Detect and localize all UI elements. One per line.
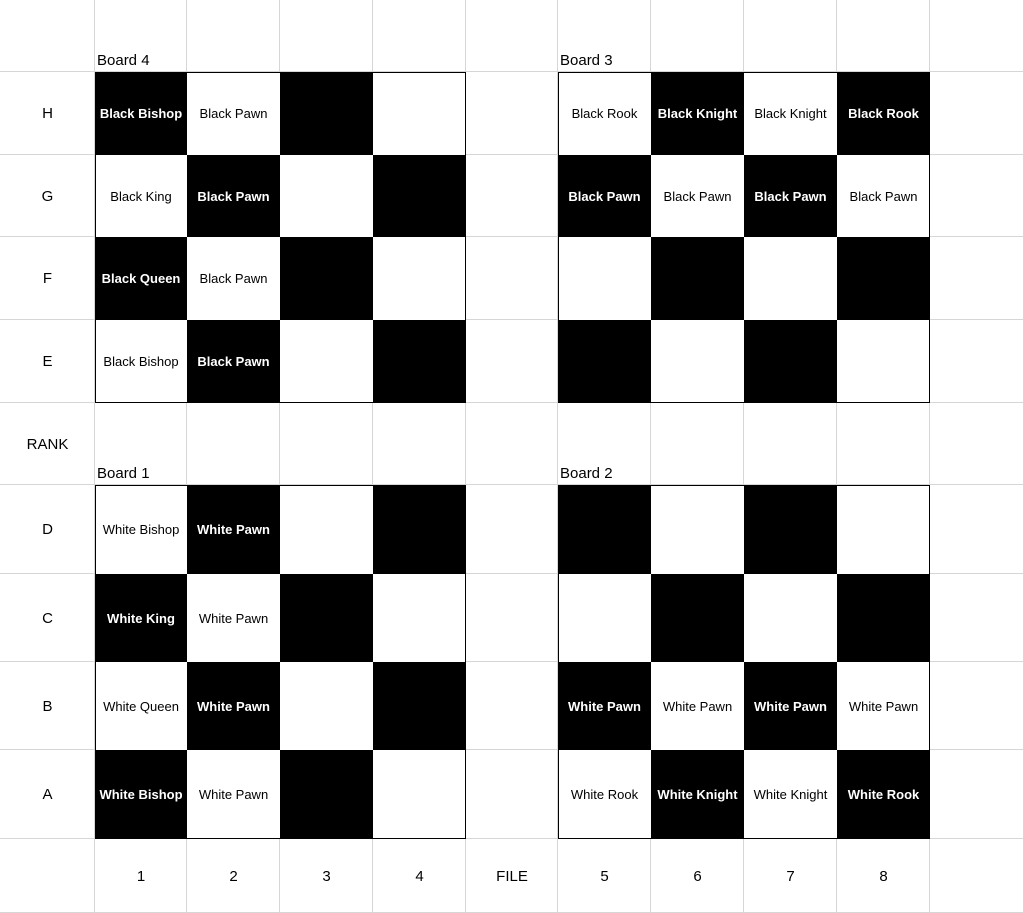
sheet-cell[interactable] <box>930 0 1024 72</box>
sheet-cell[interactable] <box>930 155 1024 237</box>
piece-square[interactable]: White Pawn <box>187 662 280 750</box>
file-label: 6 <box>693 867 702 885</box>
file-label: 1 <box>136 867 146 885</box>
piece-square[interactable]: White Bishop <box>95 485 187 574</box>
empty-square[interactable] <box>558 485 651 574</box>
piece-square[interactable]: Black Queen <box>95 237 187 320</box>
rank-label: G <box>41 187 54 205</box>
sheet-cell[interactable] <box>837 0 930 72</box>
empty-square[interactable] <box>280 155 373 237</box>
empty-square[interactable] <box>558 574 651 662</box>
piece-square[interactable]: Black Pawn <box>187 237 280 320</box>
piece-square[interactable]: Black King <box>95 155 187 237</box>
piece-square[interactable]: White Rook <box>558 750 651 839</box>
empty-square[interactable] <box>744 237 837 320</box>
piece-square[interactable]: White Pawn <box>187 574 280 662</box>
piece-square[interactable]: Black Pawn <box>744 155 837 237</box>
sheet-cell[interactable] <box>466 485 558 574</box>
empty-square[interactable] <box>280 72 373 155</box>
sheet-cell[interactable] <box>0 0 95 72</box>
piece-square[interactable]: Black Rook <box>837 72 930 155</box>
sheet-cell[interactable] <box>930 574 1024 662</box>
sheet-cell[interactable] <box>466 237 558 320</box>
piece-square[interactable]: White Pawn <box>187 485 280 574</box>
piece-square[interactable]: Black Pawn <box>187 72 280 155</box>
sheet-cell[interactable] <box>930 237 1024 320</box>
sheet-cell[interactable] <box>466 72 558 155</box>
piece-square[interactable]: White Knight <box>651 750 744 839</box>
sheet-cell[interactable] <box>930 403 1024 485</box>
rank-label: E <box>42 353 53 370</box>
rank-label: D <box>42 521 53 538</box>
empty-square[interactable] <box>558 237 651 320</box>
piece-square[interactable]: White Rook <box>837 750 930 839</box>
empty-square[interactable] <box>373 237 466 320</box>
sheet-cell[interactable] <box>744 403 837 485</box>
empty-square[interactable] <box>744 485 837 574</box>
empty-square[interactable] <box>651 574 744 662</box>
empty-square[interactable] <box>280 750 373 839</box>
piece-square[interactable]: Black Bishop <box>95 320 187 403</box>
file-axis-title: FILE <box>496 867 528 885</box>
empty-square[interactable] <box>373 574 466 662</box>
sheet-cell[interactable] <box>466 320 558 403</box>
piece-square[interactable]: White Pawn <box>651 662 744 750</box>
file-label: 5 <box>600 867 609 885</box>
rank-label: C <box>42 609 53 627</box>
empty-square[interactable] <box>280 320 373 403</box>
sheet-cell[interactable] <box>0 839 95 913</box>
piece-square[interactable]: Black Pawn <box>651 155 744 237</box>
empty-square[interactable] <box>373 320 466 403</box>
sheet-cell[interactable] <box>930 72 1024 155</box>
empty-square[interactable] <box>373 750 466 839</box>
empty-square[interactable] <box>280 485 373 574</box>
rank-label: F <box>42 270 53 287</box>
piece-square[interactable]: Black Pawn <box>187 155 280 237</box>
empty-square[interactable] <box>373 485 466 574</box>
empty-square[interactable] <box>651 237 744 320</box>
sheet-cell[interactable] <box>373 0 466 72</box>
piece-square[interactable]: White Bishop <box>95 750 187 839</box>
sheet-cell[interactable] <box>466 750 558 839</box>
sheet-cell[interactable] <box>930 485 1024 574</box>
empty-square[interactable] <box>373 155 466 237</box>
sheet-cell[interactable] <box>280 0 373 72</box>
empty-square[interactable] <box>837 485 930 574</box>
piece-square[interactable]: Black Knight <box>744 72 837 155</box>
sheet-cell[interactable] <box>466 662 558 750</box>
empty-square[interactable] <box>373 662 466 750</box>
sheet-cell[interactable] <box>187 403 280 485</box>
empty-square[interactable] <box>373 72 466 155</box>
sheet-cell[interactable] <box>466 574 558 662</box>
sheet-cell[interactable] <box>651 403 744 485</box>
piece-square[interactable]: Black Bishop <box>95 72 187 155</box>
sheet-cell[interactable] <box>744 0 837 72</box>
board-title: Board 2 <box>560 465 613 482</box>
sheet-cell[interactable] <box>651 0 744 72</box>
rank-label: B <box>42 697 53 715</box>
file-label: 3 <box>322 867 331 885</box>
sheet-cell[interactable] <box>930 320 1024 403</box>
sheet-cell[interactable] <box>466 403 558 485</box>
board-title: Board 3 <box>560 52 613 69</box>
sheet-cell[interactable] <box>280 403 373 485</box>
rank-axis-title: RANK <box>26 435 69 453</box>
sheet-cell[interactable] <box>930 662 1024 750</box>
piece-square[interactable]: Black Pawn <box>558 155 651 237</box>
piece-square[interactable]: Black Knight <box>651 72 744 155</box>
sheet-cell[interactable] <box>466 0 558 72</box>
piece-square[interactable]: White Queen <box>95 662 187 750</box>
piece-square[interactable]: White Pawn <box>837 662 930 750</box>
piece-square[interactable]: White Pawn <box>744 662 837 750</box>
sheet-cell[interactable] <box>930 839 1024 913</box>
rank-label: H <box>42 105 53 122</box>
piece-square[interactable]: Black Pawn <box>837 155 930 237</box>
empty-square[interactable] <box>280 574 373 662</box>
sheet-cell[interactable] <box>466 155 558 237</box>
sheet-cell[interactable] <box>930 750 1024 839</box>
piece-square[interactable]: Black Pawn <box>187 320 280 403</box>
empty-square[interactable] <box>837 237 930 320</box>
empty-square[interactable] <box>651 320 744 403</box>
file-label: 2 <box>229 867 238 885</box>
empty-square[interactable] <box>558 320 651 403</box>
empty-square[interactable] <box>837 320 930 403</box>
file-label: 4 <box>415 867 424 885</box>
sheet-cell[interactable] <box>373 403 466 485</box>
board-title: Board 1 <box>97 465 150 482</box>
sheet-cell[interactable] <box>187 0 280 72</box>
piece-square[interactable]: White Pawn <box>558 662 651 750</box>
empty-square[interactable] <box>744 320 837 403</box>
piece-square[interactable]: White Knight <box>744 750 837 839</box>
file-label: 8 <box>879 867 888 885</box>
piece-square[interactable]: White Pawn <box>187 750 280 839</box>
empty-square[interactable] <box>280 662 373 750</box>
piece-square[interactable]: White King <box>95 574 187 662</box>
empty-square[interactable] <box>651 485 744 574</box>
file-label: 7 <box>786 867 795 885</box>
piece-square[interactable]: Black Rook <box>558 72 651 155</box>
board-title: Board 4 <box>97 52 150 69</box>
empty-square[interactable] <box>744 574 837 662</box>
empty-square[interactable] <box>280 237 373 320</box>
sheet-cell[interactable] <box>837 403 930 485</box>
empty-square[interactable] <box>837 574 930 662</box>
rank-label: A <box>42 786 53 803</box>
